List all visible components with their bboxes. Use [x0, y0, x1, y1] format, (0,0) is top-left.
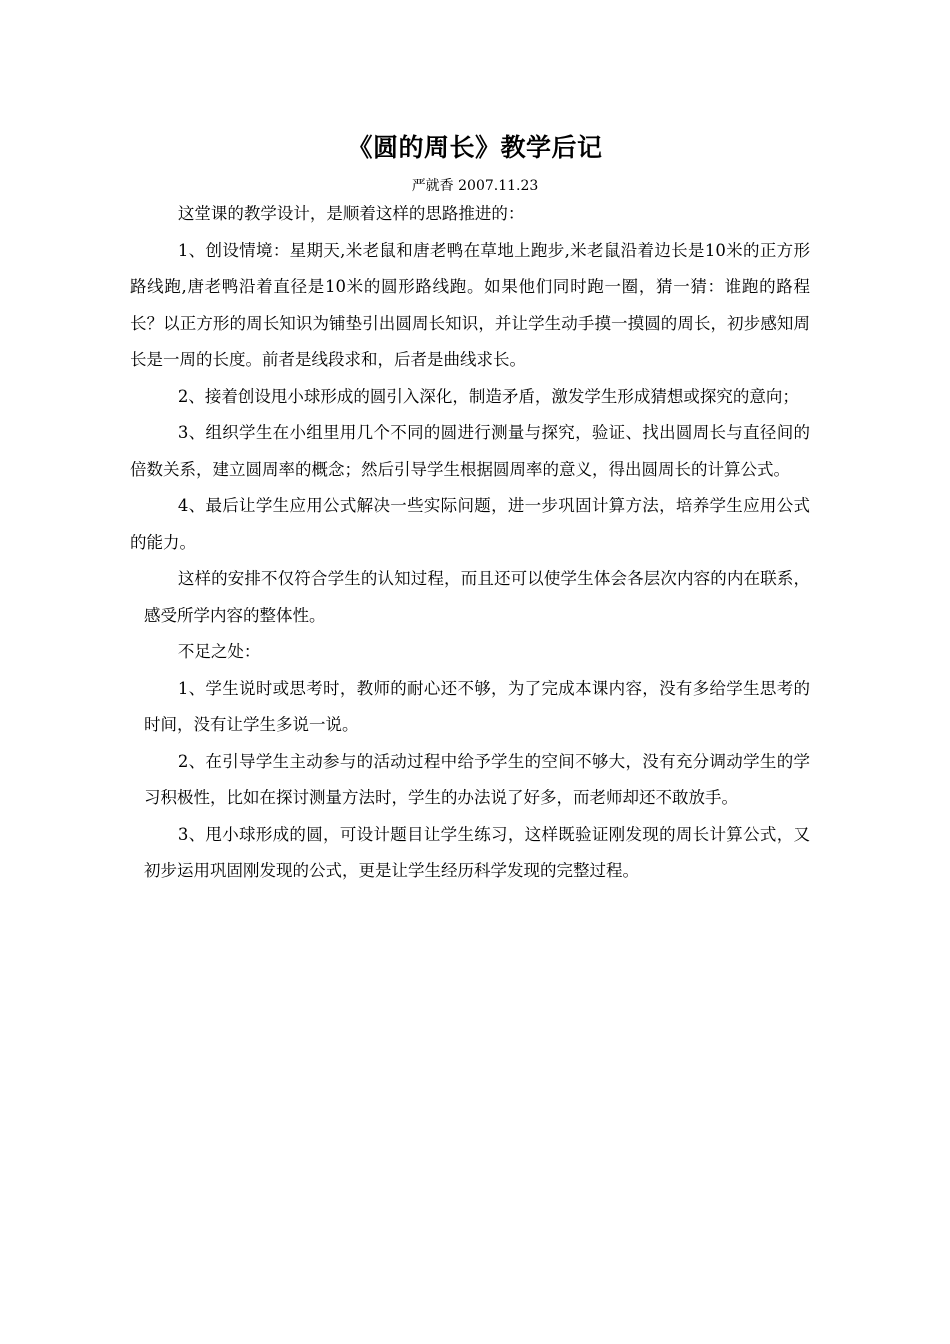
shortcoming-1: 1、学生说时或思考时，教师的耐心还不够，为了完成本课内容，没有多给学生思考的时间，没有让学生多说一说。: [144, 678, 810, 734]
paragraph-step-4: 4、最后让学生应用公式解决一些实际问题，进一步巩固计算方法，培养学生应用公式的能力。: [130, 496, 810, 552]
document-body: [130, 196, 810, 890]
shortcoming-2: 2、在引导学生主动参与的活动过程中给予学生的空间不够大，没有充分调动学生的学习积极性，比如在探讨测量方法时，学生的办法说了好多，而老师却还不敢放手。: [144, 751, 810, 807]
paragraph-intro: 这堂课的教学设计，是顺着这样的思路推进的：: [177, 204, 525, 223]
shortcomings-heading: 不足之处：: [177, 642, 261, 661]
paragraph-step-3: 3、组织学生在小组里用几个不同的圆进行测量与探究，验证、找出圆周长与直径间的倍数关系，建立圆周率的概念；然后引导学生根据圆周率的意义，得出圆周长的计算公式。: [130, 423, 810, 479]
author-date-line: 严就香 2007.11.23: [411, 178, 539, 194]
paragraph-step-1: 1、创设情境：星期天,米老鼠和唐老鸭在草地上跑步,米老鼠沿着边长是10米的正方形路线跑,唐老鸭沿着直径是10米的圆形路线跑。如果他们同时跑一圈，猜一猜：谁跑的路程长？以正方形的周长知识为铺垫引出圆周长知识，并让学生动手摸一摸圆的周长，初步感知周长是一周的长度。前者是线段求和，后者是曲线求长。: [130, 240, 810, 369]
document-title: 《圆的周长》教学后记: [347, 133, 603, 162]
paragraph-summary: 这样的安排不仅符合学生的认知过程，而且还可以使学生体会各层次内容的内在联系，感受所学内容的整体性。: [144, 569, 810, 625]
paragraph-step-2: 2、接着创设甩小球形成的圆引入深化，制造矛盾，激发学生形成猜想或探究的意向；: [177, 386, 799, 406]
shortcoming-3: 3、甩小球形成的圆，可设计题目让学生练习，这样既验证刚发现的周长计算公式，又初步运用巩固刚发现的公式，更是让学生经历科学发现的完整过程。: [144, 824, 810, 880]
